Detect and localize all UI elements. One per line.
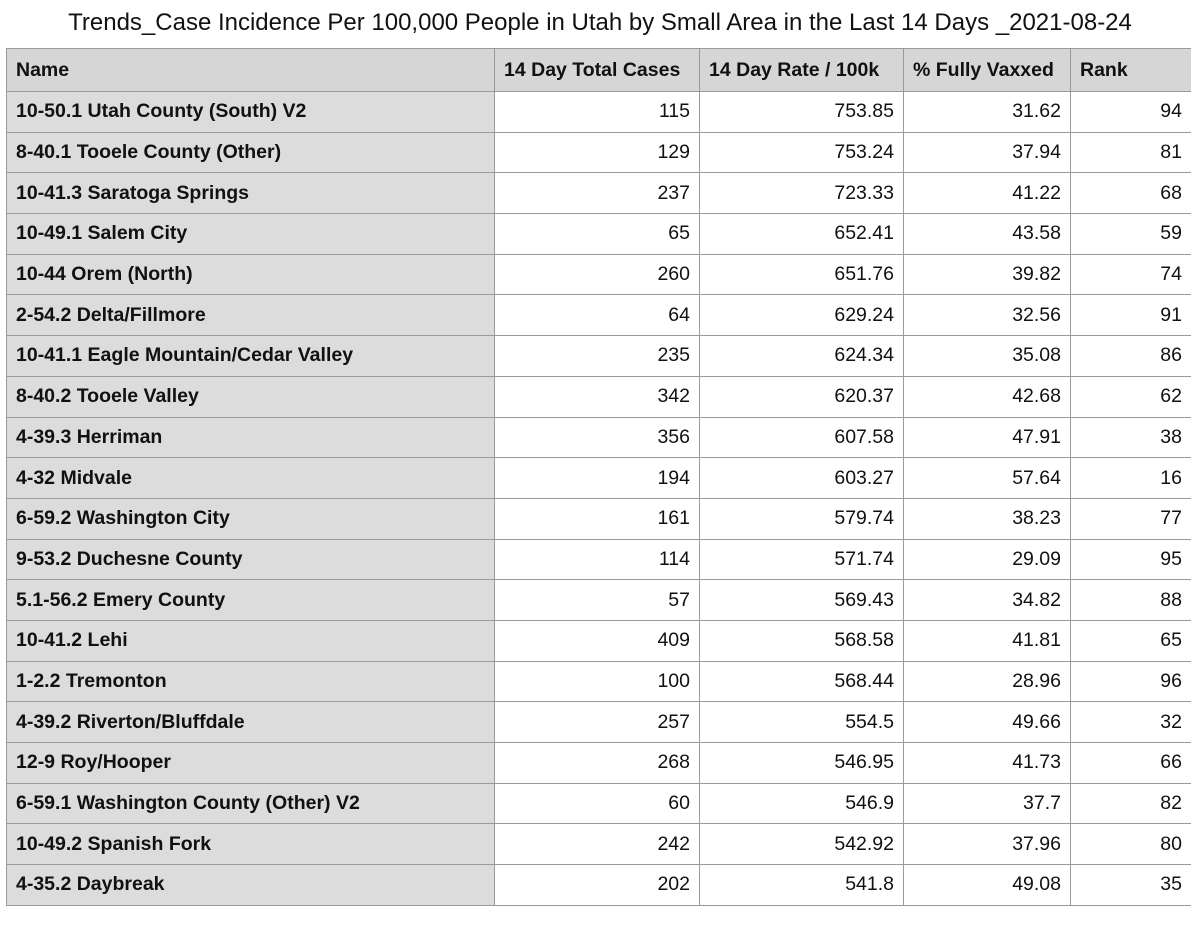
table-body xyxy=(7,92,1192,906)
cell-total-cases[interactable]: 260 xyxy=(495,254,700,295)
column-header-rank[interactable]: Rank xyxy=(1071,49,1192,92)
cell-rate[interactable]: 723.33 xyxy=(700,173,904,214)
cell-rank[interactable]: 86 xyxy=(1071,336,1192,377)
column-header-vaxxed[interactable]: % Fully Vaxxed xyxy=(904,49,1071,92)
cell-vaxxed[interactable]: 37.94 xyxy=(904,132,1071,173)
cell-total-cases[interactable]: 114 xyxy=(495,539,700,580)
cell-rank[interactable]: 88 xyxy=(1071,580,1192,621)
cell-total-cases[interactable]: 60 xyxy=(495,783,700,824)
cell-rank[interactable]: 59 xyxy=(1071,214,1192,255)
cell-name[interactable]: 10-44 Orem (North) xyxy=(7,254,495,295)
cell-name[interactable]: 10-49.1 Salem City xyxy=(7,214,495,255)
cell-name[interactable]: 6-59.1 Washington County (Other) V2 xyxy=(7,783,495,824)
cell-vaxxed[interactable]: 42.68 xyxy=(904,376,1071,417)
cell-name[interactable]: 4-39.2 Riverton/Bluffdale xyxy=(7,702,495,743)
cell-total-cases[interactable]: 129 xyxy=(495,132,700,173)
cell-vaxxed[interactable]: 34.82 xyxy=(904,580,1071,621)
table-row xyxy=(7,743,1192,784)
cell-rate[interactable]: 579.74 xyxy=(700,498,904,539)
cell-rate[interactable]: 568.44 xyxy=(700,661,904,702)
table-row xyxy=(7,173,1192,214)
table-row xyxy=(7,214,1192,255)
cell-vaxxed[interactable]: 37.96 xyxy=(904,824,1071,865)
cell-vaxxed[interactable]: 28.96 xyxy=(904,661,1071,702)
cell-name[interactable]: 6-59.2 Washington City xyxy=(7,498,495,539)
cell-rank[interactable]: 35 xyxy=(1071,865,1192,906)
table-row xyxy=(7,254,1192,295)
cell-vaxxed[interactable]: 29.09 xyxy=(904,539,1071,580)
cell-total-cases[interactable]: 242 xyxy=(495,824,700,865)
cell-total-cases[interactable]: 100 xyxy=(495,661,700,702)
cell-total-cases[interactable]: 342 xyxy=(495,376,700,417)
cell-total-cases[interactable]: 65 xyxy=(495,214,700,255)
cell-rate[interactable]: 554.5 xyxy=(700,702,904,743)
table-row xyxy=(7,295,1192,336)
table-row xyxy=(7,824,1192,865)
cell-rate[interactable]: 542.92 xyxy=(700,824,904,865)
cell-rate[interactable]: 651.76 xyxy=(700,254,904,295)
cell-rank[interactable]: 96 xyxy=(1071,661,1192,702)
column-header-rate[interactable]: 14 Day Rate / 100k xyxy=(700,49,904,92)
cell-vaxxed[interactable]: 32.56 xyxy=(904,295,1071,336)
cell-vaxxed[interactable]: 39.82 xyxy=(904,254,1071,295)
cell-rank[interactable]: 81 xyxy=(1071,132,1192,173)
cell-rank[interactable]: 66 xyxy=(1071,743,1192,784)
cell-rate[interactable]: 546.95 xyxy=(700,743,904,784)
table-row xyxy=(7,580,1192,621)
header-row xyxy=(7,49,1192,92)
cell-total-cases[interactable]: 409 xyxy=(495,620,700,661)
cell-rate[interactable]: 753.85 xyxy=(700,92,904,133)
cell-name[interactable]: 9-53.2 Duchesne County xyxy=(7,539,495,580)
cell-vaxxed[interactable]: 41.22 xyxy=(904,173,1071,214)
cell-vaxxed[interactable]: 35.08 xyxy=(904,336,1071,377)
cell-rank[interactable]: 91 xyxy=(1071,295,1192,336)
cell-total-cases[interactable]: 161 xyxy=(495,498,700,539)
cell-name[interactable]: 10-41.2 Lehi xyxy=(7,620,495,661)
table-row xyxy=(7,661,1192,702)
cell-rate[interactable]: 753.24 xyxy=(700,132,904,173)
cell-vaxxed[interactable]: 47.91 xyxy=(904,417,1071,458)
cell-rank[interactable]: 82 xyxy=(1071,783,1192,824)
cell-rate[interactable]: 620.37 xyxy=(700,376,904,417)
page-title: Trends_Case Incidence Per 100,000 People in Utah by Small Area in the Last 14 Days _2021-08-24 xyxy=(68,9,1132,36)
cell-rate[interactable]: 571.74 xyxy=(700,539,904,580)
cell-rate[interactable]: 607.58 xyxy=(700,417,904,458)
cell-name[interactable]: 4-32 Midvale xyxy=(7,458,495,499)
table-row xyxy=(7,417,1192,458)
cell-vaxxed[interactable]: 41.73 xyxy=(904,743,1071,784)
cell-total-cases[interactable]: 356 xyxy=(495,417,700,458)
cell-vaxxed[interactable]: 38.23 xyxy=(904,498,1071,539)
cell-vaxxed[interactable]: 31.62 xyxy=(904,92,1071,133)
table-row xyxy=(7,336,1192,377)
cell-vaxxed[interactable]: 41.81 xyxy=(904,620,1071,661)
cell-name[interactable]: 12-9 Roy/Hooper xyxy=(7,743,495,784)
cell-name[interactable]: 10-50.1 Utah County (South) V2 xyxy=(7,92,495,133)
cell-rank[interactable]: 74 xyxy=(1071,254,1192,295)
cell-total-cases[interactable]: 202 xyxy=(495,865,700,906)
cell-vaxxed[interactable]: 57.64 xyxy=(904,458,1071,499)
cell-name[interactable]: 5.1-56.2 Emery County xyxy=(7,580,495,621)
cell-rate[interactable]: 568.58 xyxy=(700,620,904,661)
cell-rank[interactable]: 95 xyxy=(1071,539,1192,580)
column-header-total-cases[interactable]: 14 Day Total Cases xyxy=(495,49,700,92)
column-header-name[interactable]: Name xyxy=(7,49,495,92)
cell-name[interactable]: 1-2.2 Tremonton xyxy=(7,661,495,702)
cell-total-cases[interactable]: 268 xyxy=(495,743,700,784)
table-row xyxy=(7,702,1192,743)
cell-name[interactable]: 4-39.3 Herriman xyxy=(7,417,495,458)
table-row xyxy=(7,92,1192,133)
cell-total-cases[interactable]: 237 xyxy=(495,173,700,214)
cell-rate[interactable]: 541.8 xyxy=(700,865,904,906)
cell-rank[interactable]: 16 xyxy=(1071,458,1192,499)
data-table-container xyxy=(6,48,1191,927)
data-table xyxy=(6,48,1191,906)
table-row xyxy=(7,376,1192,417)
cell-vaxxed[interactable]: 43.58 xyxy=(904,214,1071,255)
cell-total-cases[interactable]: 57 xyxy=(495,580,700,621)
cell-rate[interactable]: 624.34 xyxy=(700,336,904,377)
cell-vaxxed[interactable]: 49.66 xyxy=(904,702,1071,743)
cell-rate[interactable]: 652.41 xyxy=(700,214,904,255)
cell-vaxxed[interactable]: 37.7 xyxy=(904,783,1071,824)
cell-total-cases[interactable]: 235 xyxy=(495,336,700,377)
table-row xyxy=(7,498,1192,539)
cell-name[interactable]: 10-41.1 Eagle Mountain/Cedar Valley xyxy=(7,336,495,377)
table-row xyxy=(7,783,1192,824)
cell-rate[interactable]: 546.9 xyxy=(700,783,904,824)
table-row xyxy=(7,458,1192,499)
cell-name[interactable]: 10-41.3 Saratoga Springs xyxy=(7,173,495,214)
cell-total-cases[interactable]: 64 xyxy=(495,295,700,336)
cell-rank[interactable]: 62 xyxy=(1071,376,1192,417)
cell-rate[interactable]: 569.43 xyxy=(700,580,904,621)
table-row xyxy=(7,865,1192,906)
cell-vaxxed[interactable]: 49.08 xyxy=(904,865,1071,906)
cell-rank[interactable]: 80 xyxy=(1071,824,1192,865)
cell-name[interactable]: 2-54.2 Delta/Fillmore xyxy=(7,295,495,336)
cell-total-cases[interactable]: 257 xyxy=(495,702,700,743)
cell-name[interactable]: 10-49.2 Spanish Fork xyxy=(7,824,495,865)
cell-total-cases[interactable]: 194 xyxy=(495,458,700,499)
cell-rank[interactable]: 32 xyxy=(1071,702,1192,743)
cell-name[interactable]: 8-40.2 Tooele Valley xyxy=(7,376,495,417)
cell-rank[interactable]: 68 xyxy=(1071,173,1192,214)
cell-rate[interactable]: 603.27 xyxy=(700,458,904,499)
table-row xyxy=(7,132,1192,173)
cell-name[interactable]: 4-35.2 Daybreak xyxy=(7,865,495,906)
cell-rate[interactable]: 629.24 xyxy=(700,295,904,336)
table-row xyxy=(7,620,1192,661)
cell-rank[interactable]: 94 xyxy=(1071,92,1192,133)
cell-rank[interactable]: 38 xyxy=(1071,417,1192,458)
cell-rank[interactable]: 65 xyxy=(1071,620,1192,661)
cell-total-cases[interactable]: 115 xyxy=(495,92,700,133)
table-row xyxy=(7,539,1192,580)
cell-name[interactable]: 8-40.1 Tooele County (Other) xyxy=(7,132,495,173)
cell-rank[interactable]: 77 xyxy=(1071,498,1192,539)
